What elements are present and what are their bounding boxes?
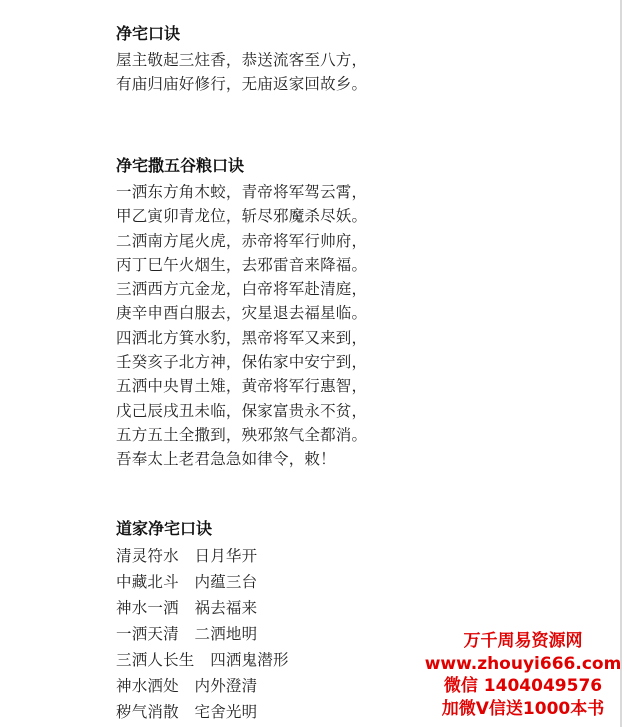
verse-line: 三洒西方亢金龙，白帝将军赴清庭， xyxy=(116,280,368,299)
section-heading: 净宅口诀 xyxy=(116,24,181,43)
watermark-wechat: 微信 1404049576 xyxy=(443,676,603,696)
section-heading: 净宅撒五谷粮口诀 xyxy=(116,156,245,175)
verse-line: 有庙归庙好修行，无庙返家回故乡。 xyxy=(116,75,368,94)
verse-line: 吾奉太上老君急急如律令，敕！ xyxy=(116,450,336,469)
watermark-url: www.zhouyi666.com xyxy=(424,653,622,674)
section-daojia-jingzhai-koujue xyxy=(116,519,436,725)
watermark xyxy=(418,630,625,720)
verse-line: 五方五土全撒到，殃邪煞气全都消。 xyxy=(116,425,368,444)
watermark-promo: 加微V信送1000本书 xyxy=(441,698,605,719)
verse-line: 壬癸亥子北方神，保佑家中安宁到， xyxy=(116,353,368,372)
verse-line: 二洒南方尾火虎，赤帝将军行帅府， xyxy=(116,231,368,250)
verse-line: 戊己辰戌丑未临，保家富贵永不贫， xyxy=(116,401,368,420)
verse-line: 神水洒处 内外澄清 xyxy=(116,677,258,695)
verse-line: 秽气消散 宅舍光明 xyxy=(116,703,258,721)
watermark-site-name: 万千周易资源网 xyxy=(463,631,583,651)
verse-line: 五洒中央胃土雉，黄帝将军行惠智， xyxy=(116,377,368,396)
section-jingzhai-koujue xyxy=(116,24,436,97)
verse-line: 一洒东方角木蛟，青帝将军驾云霄， xyxy=(116,183,368,201)
verse-line: 四洒北方箕水豹，黑帝将军又来到， xyxy=(116,328,368,347)
verse-line: 丙丁巳午火烟生，去邪雷音来降福。 xyxy=(116,255,368,274)
page-edge-divider xyxy=(620,0,622,727)
verse-line: 庚辛申酉白服去，灾星退去福星临。 xyxy=(116,304,368,323)
verse-line: 神水一洒 祸去福来 xyxy=(116,599,258,617)
section-heading: 道家净宅口诀 xyxy=(116,519,213,538)
verse-line: 清灵符水 日月华开 xyxy=(116,547,258,565)
section-sa-wugu-koujue xyxy=(116,156,436,472)
verse-line: 中藏北斗 内蕴三台 xyxy=(116,573,258,591)
verse-line: 甲乙寅卯青龙位，斩尽邪魔杀尽妖。 xyxy=(116,207,368,226)
verse-line: 三洒人长生 四洒鬼潜形 xyxy=(116,651,289,669)
verse-line: 屋主敬起三炷香，恭送流客至八方， xyxy=(116,51,368,69)
verse-line: 一洒天清 二洒地明 xyxy=(116,625,258,643)
